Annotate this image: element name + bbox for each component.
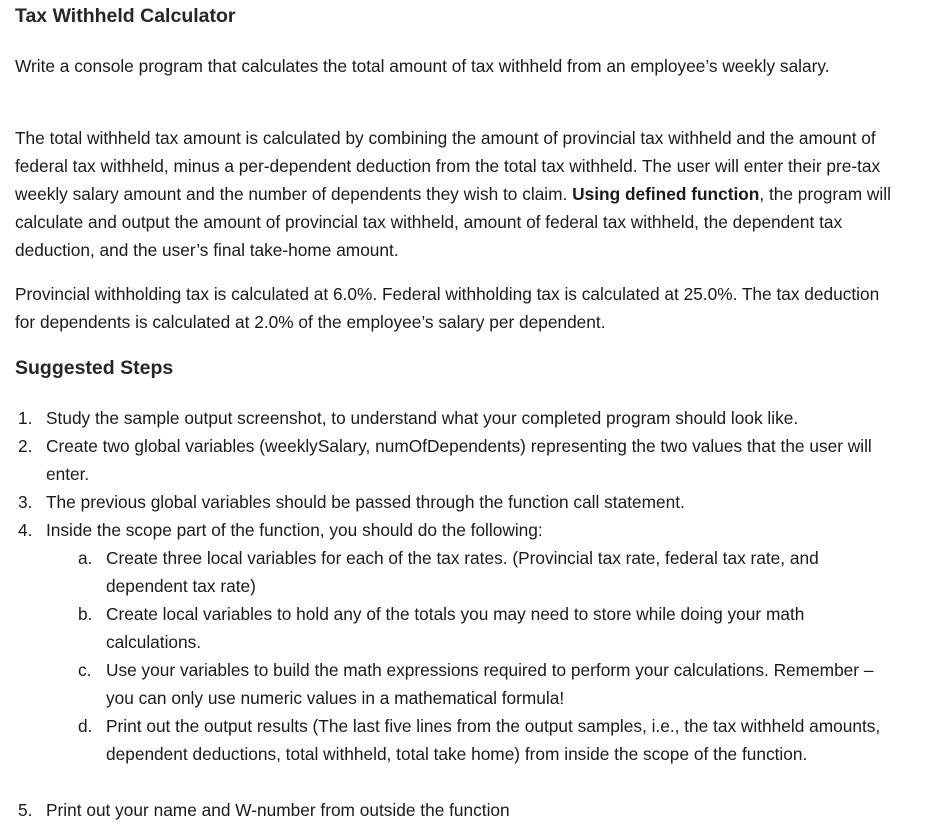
substep-text: Use your variables to build the math expressions required to perform your calculations. Remember – you can only use numeric values in a mathematical formula! bbox=[106, 660, 874, 708]
substep-text: Create local variables to hold any of the totals you may need to store while doing your math calculations. bbox=[106, 604, 805, 652]
substep-letter: c. bbox=[78, 660, 92, 680]
description-paragraph bbox=[15, 124, 895, 264]
description-text-part1: The total withheld tax amount is calculated by combining the amount of provincial tax withheld and the amount of federal tax withheld, minus a per-dependent deduction from the total tax withheld. The user will enter their pre-tax weekly salary amount and the number of dependents they wish to claim. bbox=[15, 128, 881, 204]
step-text: Print out your name and W-number from outside the function bbox=[46, 800, 510, 820]
step-number: 4. bbox=[18, 520, 33, 540]
suggested-steps-heading: Suggested Steps bbox=[15, 357, 174, 379]
step-text: The previous global variables should be passed through the function call statement. bbox=[46, 492, 685, 512]
step-number: 3. bbox=[18, 492, 33, 512]
substep-text: Print out the output results (The last five lines from the output samples, i.e., the tax withheld amounts, dependent deductions, total withheld, total take home) from inside the scope of the function. bbox=[106, 716, 881, 764]
step-text: Create two global variables (weeklySalary, numOfDependents) representing the two values that the user will enter. bbox=[46, 436, 872, 484]
page-title: Tax Withheld Calculator bbox=[15, 5, 236, 27]
step-text: Inside the scope part of the function, you should do the following: bbox=[46, 520, 543, 540]
substep-text: Create three local variables for each of the tax rates. (Provincial tax rate, federal tax rate, and dependent tax rate) bbox=[106, 548, 819, 596]
substep-letter: d. bbox=[78, 716, 93, 736]
intro-paragraph: Write a console program that calculates the total amount of tax withheld from an employee’s weekly salary. bbox=[15, 56, 830, 76]
tax-rates-paragraph: Provincial withholding tax is calculated at 6.0%. Federal withholding tax is calculated at 25.0%. The tax deduction for dependents is calculated at 2.0% of the employee’s salary per dependent. bbox=[15, 284, 880, 332]
step-text: Study the sample output screenshot, to understand what your completed program should look like. bbox=[46, 408, 799, 428]
substep-letter: b. bbox=[78, 604, 93, 624]
substep-letter: a. bbox=[78, 548, 93, 568]
description-bold-text: Using defined function bbox=[572, 184, 760, 204]
step-number: 1. bbox=[18, 408, 33, 428]
description-text-part2: , the program will calculate and output the amount of provincial tax withheld, amount of federal tax withheld, the dependent tax deduction, and the user’s final take-home amount. bbox=[15, 184, 891, 260]
step-number: 5. bbox=[18, 800, 33, 820]
step-number: 2. bbox=[18, 436, 33, 456]
